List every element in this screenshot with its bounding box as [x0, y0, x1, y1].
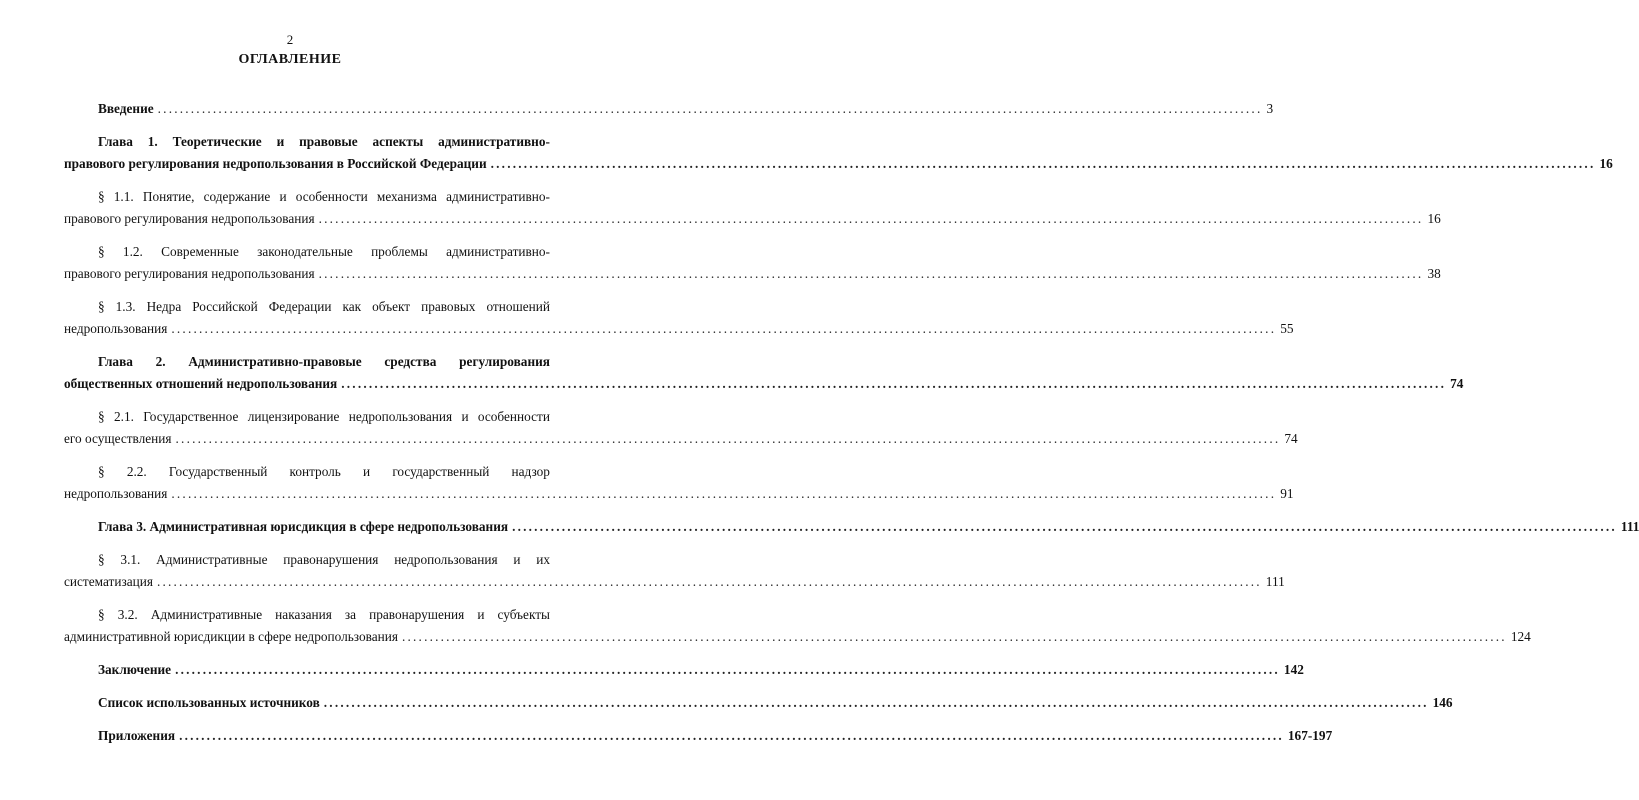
word: административно-	[446, 189, 550, 204]
toc-entry-line-2: правового регулирования недропользования в Российской Федерации	[64, 156, 487, 171]
leader-dots: ........................................................................................................................................................................................................	[401, 629, 1507, 644]
leader-dots: ........................................................................................................................................................................................................	[318, 211, 1424, 226]
word: и	[279, 189, 287, 204]
toc-entry-page: 38	[1427, 266, 1441, 281]
word: недропользования	[394, 552, 498, 567]
word: проблемы	[371, 244, 428, 259]
word: и	[477, 607, 485, 622]
word: §	[98, 607, 105, 622]
toc-entry-section-2-1[interactable]	[64, 406, 1298, 450]
toc-entry-line-1	[64, 296, 550, 318]
word: как	[342, 299, 362, 314]
page-title: ОГЛАВЛЕНИЕ	[238, 52, 342, 67]
toc-entry-page: 55	[1280, 321, 1294, 336]
toc-entry-section-3-2[interactable]	[64, 604, 1531, 648]
word: Российской	[192, 299, 258, 314]
page-number: 2	[286, 32, 294, 47]
toc-entry-section-1-3[interactable]	[64, 296, 1294, 340]
word: §	[98, 299, 105, 314]
leader-dots: ........................................................................................................................................................................................................	[171, 486, 1277, 501]
word: административно-	[438, 134, 550, 149]
word: и	[513, 552, 521, 567]
word: §	[98, 244, 105, 259]
table-of-contents	[64, 98, 1639, 758]
word: наказания	[275, 607, 332, 622]
word: их	[536, 552, 550, 567]
word: контроль	[289, 464, 341, 479]
word: §	[98, 189, 105, 204]
toc-entry-section-2-2[interactable]	[64, 461, 1294, 505]
toc-entry-page: 142	[1283, 662, 1304, 677]
word: объект	[372, 299, 411, 314]
toc-entry-line-2: правового регулирования недропользования	[64, 211, 315, 226]
word: за	[344, 607, 357, 622]
toc-entry-chapter-1[interactable]	[64, 131, 1613, 175]
toc-entry-section-1-2[interactable]	[64, 241, 1441, 285]
toc-entry-intro[interactable]	[64, 98, 1274, 120]
toc-entry-title: Заключение	[98, 662, 172, 677]
word: §	[98, 409, 105, 424]
toc-entry-line-2: недропользования	[64, 321, 168, 336]
toc-entry-section-3-1[interactable]	[64, 549, 1285, 593]
toc-entry-page: 3	[1266, 101, 1274, 116]
toc-entry-conclusion[interactable]	[64, 659, 1304, 681]
leader-dots: ........................................................................................................................................................................................................	[157, 101, 1263, 116]
toc-entry-line-1	[64, 131, 550, 153]
word: правонарушения	[283, 552, 379, 567]
word: 1.3.	[115, 299, 136, 314]
word: правовых	[421, 299, 476, 314]
toc-entry-line-2: общественных отношений недропользования	[64, 376, 338, 391]
toc-entry-line-1	[64, 461, 550, 483]
word: Государственное	[143, 409, 239, 424]
word: механизма	[376, 189, 437, 204]
toc-entry-page: 167-197	[1287, 728, 1333, 743]
word: административно-	[446, 244, 550, 259]
word: Теоретические	[172, 134, 262, 149]
toc-entry-line-2: недропользования	[64, 486, 168, 501]
word: содержание	[203, 189, 271, 204]
leader-dots: ........................................................................................................................................................................................................	[318, 266, 1424, 281]
toc-entry-page: 91	[1280, 486, 1294, 501]
toc-entry-line-1	[64, 241, 550, 263]
toc-entry-page: 146	[1432, 695, 1453, 710]
toc-entry-sources[interactable]	[64, 692, 1453, 714]
leader-dots: ........................................................................................................................................................................................................	[323, 695, 1429, 710]
toc-entry-chapter-2[interactable]	[64, 351, 1464, 395]
word: государственный	[392, 464, 490, 479]
word: регулирования	[459, 354, 550, 369]
toc-entry-title: Приложения	[98, 728, 176, 743]
word: 1.1.	[113, 189, 134, 204]
leader-dots: ........................................................................................................................................................................................................	[156, 574, 1262, 589]
leader-dots: ........................................................................................................................................................................................................	[175, 431, 1281, 446]
word: Административные	[156, 552, 268, 567]
toc-entry-title: Глава 3. Административная юрисдикция в сфере недропользования	[98, 519, 509, 534]
word: правонарушения	[369, 607, 465, 622]
word: Понятие,	[142, 189, 195, 204]
toc-entry-line-1	[64, 604, 550, 626]
word: законодательные	[257, 244, 353, 259]
toc-entry-page: 111	[1620, 519, 1639, 534]
toc-entry-section-1-1[interactable]	[64, 186, 1441, 230]
word: 2.	[155, 354, 166, 369]
word: и	[276, 134, 285, 149]
word: 3.2.	[117, 607, 138, 622]
word: Административные	[150, 607, 263, 622]
toc-entry-line-2: систематизация	[64, 574, 153, 589]
toc-entry-line-1	[64, 549, 550, 571]
word: правовые	[299, 134, 358, 149]
word: Государственный	[168, 464, 268, 479]
leader-dots: ........................................................................................................................................................................................................	[490, 156, 1596, 171]
word: 2.1.	[113, 409, 134, 424]
word: отношений	[486, 299, 550, 314]
word: и	[461, 409, 469, 424]
word: аспекты	[372, 134, 424, 149]
word: и	[363, 464, 371, 479]
toc-entry-page: 74	[1450, 376, 1464, 391]
toc-entry-line-1	[64, 351, 550, 373]
word: Глава	[98, 354, 133, 369]
word: особенности	[295, 189, 368, 204]
word: недропользования	[348, 409, 453, 424]
word: субъекты	[497, 607, 550, 622]
word: надзор	[511, 464, 550, 479]
word: 3.1.	[120, 552, 141, 567]
word: Федерации	[268, 299, 332, 314]
toc-entry-page: 16	[1599, 156, 1613, 171]
word: Недра	[146, 299, 182, 314]
toc-entry-line-2: административной юрисдикции в сфере недропользования	[64, 629, 398, 644]
toc-entry-title: Введение	[98, 101, 154, 116]
leader-dots: ........................................................................................................................................................................................................	[341, 376, 1447, 391]
toc-entry-page: 111	[1265, 574, 1285, 589]
toc-entry-line-1	[64, 186, 550, 208]
word: 1.2.	[122, 244, 143, 259]
word: 1.	[147, 134, 158, 149]
word: Современные	[161, 244, 239, 259]
word: Глава	[98, 134, 133, 149]
word: лицензирование	[247, 409, 340, 424]
toc-entry-line-2: правового регулирования недропользования	[64, 266, 315, 281]
toc-entry-line-2: его осуществления	[64, 431, 172, 446]
toc-entry-page: 16	[1427, 211, 1441, 226]
toc-entry-title: Список использованных источников	[98, 695, 320, 710]
word: средства	[384, 354, 437, 369]
toc-entry-page: 74	[1284, 431, 1298, 446]
toc-entry-page: 124	[1510, 629, 1531, 644]
leader-dots: ........................................................................................................................................................................................................	[512, 519, 1617, 534]
toc-entry-appendix[interactable]	[64, 725, 1333, 747]
word: Административно-правовые	[188, 354, 362, 369]
word: §	[98, 464, 105, 479]
leader-dots: ........................................................................................................................................................................................................	[175, 662, 1280, 677]
word: 2.2.	[126, 464, 147, 479]
leader-dots: ........................................................................................................................................................................................................	[171, 321, 1277, 336]
toc-entry-line-1	[64, 406, 550, 428]
leader-dots: ........................................................................................................................................................................................................	[179, 728, 1284, 743]
toc-entry-chapter-3[interactable]	[64, 516, 1639, 538]
word: особенности	[477, 409, 550, 424]
word: §	[98, 552, 105, 567]
